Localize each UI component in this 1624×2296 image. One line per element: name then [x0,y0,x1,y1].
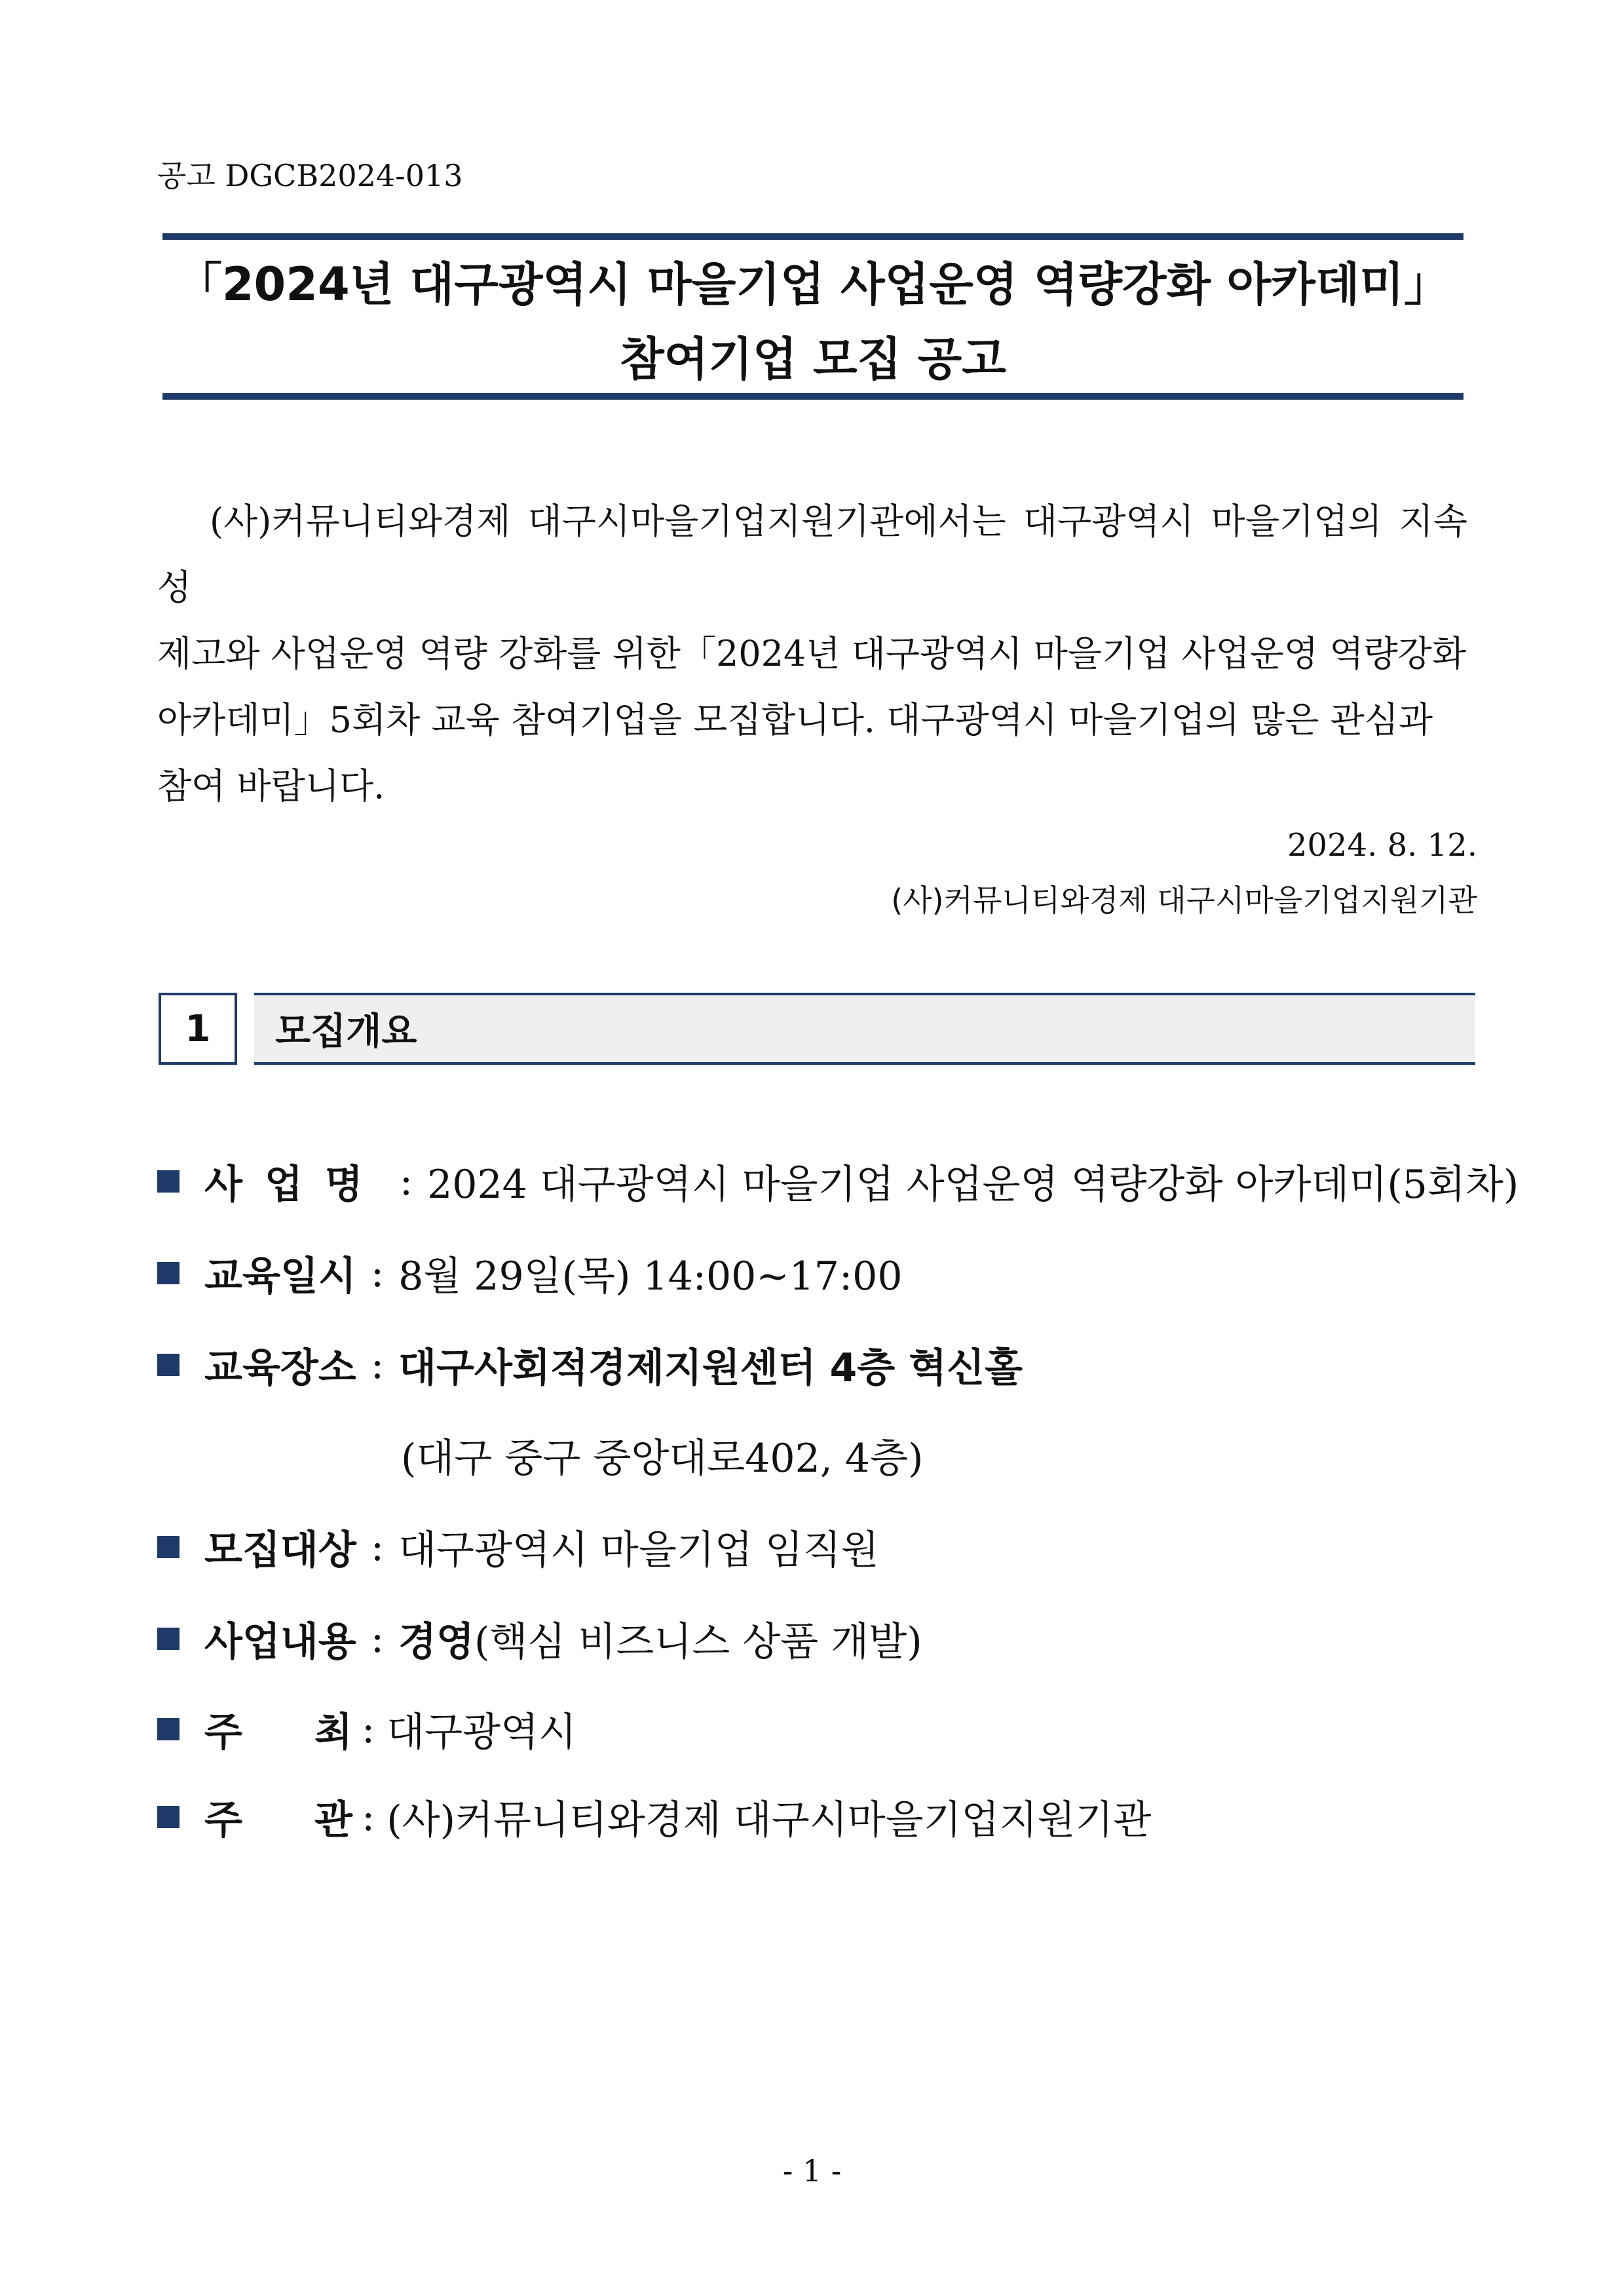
page-number: - 1 - [782,2153,842,2189]
bullet-square-icon [157,1806,179,1828]
item-education-datetime: 교육일시 : 8월 29일(목) 14:00~17:00 [157,1245,903,1301]
bullet-square-icon [157,1354,179,1376]
bullet-square-icon [157,1170,179,1193]
intro-line: (사)커뮤니티와경제 대구시마을기업지원기관에서는 대구광역시 마을기업의 지속성 [157,501,1467,608]
intro-line: 참여 바랍니다. [157,765,385,807]
item-label: 교육일시 [204,1253,356,1299]
title-top-rule [162,233,1463,240]
document-title-line2: 참여기업 모집 공고 [620,332,1006,386]
location-address: (대구 중구 중앙대로402, 4층) [401,1436,924,1482]
notice-number: 공고 DGCB2024-013 [157,158,463,193]
item-business-name: 사업명 : 2024 대구광역시 마을기업 사업운영 역량강화 아카데미(5회차) [157,1153,1519,1210]
item-business-content: 사업내용 : 경영 (핵심 비즈니스 상품 개발) [157,1611,922,1667]
item-value: 대구사회적경제지원센터 4층 혁신홀 [398,1345,1023,1391]
item-value: 2024 대구광역시 마을기업 사업운영 역량강화 아카데미(5회차) [427,1162,1519,1208]
item-value: (핵심 비즈니스 상품 개발) [474,1619,922,1665]
intro-paragraph [157,488,1467,819]
item-value-bold: 경영 [398,1619,474,1665]
item-label: 교육장소 [204,1345,356,1391]
title-bottom-rule [162,393,1463,400]
item-value: 8월 29일(목) 14:00~17:00 [398,1253,903,1299]
item-label: 사업내용 [204,1619,356,1665]
bullet-square-icon [157,1628,179,1650]
item-label: 주 최 [204,1710,352,1755]
item-value: 대구광역시 마을기업 임직원 [398,1527,879,1573]
item-value: 대구광역시 [387,1710,577,1755]
section-title: 모집개요 [254,993,1475,1065]
section-number: 1 [159,993,237,1065]
item-label: 사업명 [204,1162,385,1208]
issuing-organization: (사)커뮤니티와경제 대구시마을기업지원기관 [891,883,1477,918]
item-education-location: 교육장소 : 대구사회적경제지원센터 4층 혁신홀 [157,1337,1023,1393]
item-recruitment-target: 모집대상 : 대구광역시 마을기업 임직원 [157,1519,879,1575]
item-value: (사)커뮤니티와경제 대구시마을기업지원기관 [387,1797,1152,1843]
bullet-square-icon [157,1718,179,1740]
item-host: 주 최 : 대구광역시 [157,1701,576,1757]
document-title-line1: 「2024년 대구광역시 마을기업 사업운영 역량강화 아카데미」 [176,258,1450,311]
intro-line: 아카데미」5회차 교육 참여기업을 모집합니다. 대구광역시 마을기업의 많은 관심과 [157,699,1433,740]
notice-date: 2024. 8. 12. [1287,827,1477,864]
bullet-square-icon [157,1536,179,1558]
bullet-square-icon [157,1262,179,1284]
item-label: 모집대상 [204,1527,356,1573]
intro-line: 제고와 사업운영 역량 강화를 위한「2024년 대구광역시 마을기업 사업운영 역량강화 [157,633,1466,674]
item-label: 주 관 [204,1797,352,1843]
item-organizer: 주 관 : (사)커뮤니티와경제 대구시마을기업지원기관 [157,1789,1151,1845]
